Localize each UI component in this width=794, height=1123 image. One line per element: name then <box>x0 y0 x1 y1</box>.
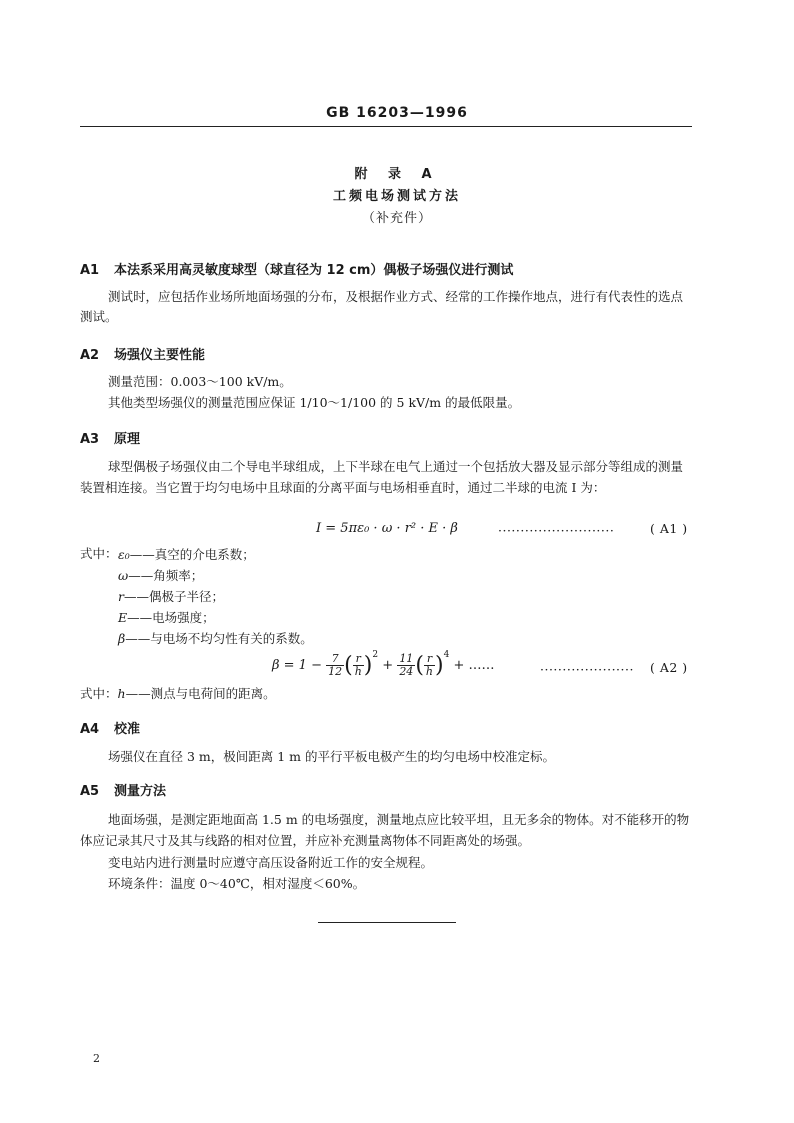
section-title: 测量方法 <box>114 784 167 799</box>
fraction-r-h: $\frac{r}{h}$ <box>354 652 362 678</box>
formula-a1-number: ( A1 ) <box>650 521 688 536</box>
section-a5-paragraph-3: 环境条件：温度 0～40℃，相对湿度＜60%。 <box>108 876 366 891</box>
formula-a2: β = 1 − $\frac{7}{12}$ ( $\frac{r}{h}$ )$^2$ + $\frac{11}{24}$ ( $\frac{r}{h}$ )$^4$ + …… <box>272 650 495 678</box>
section-title: 校准 <box>114 722 141 737</box>
header-divider <box>80 126 692 127</box>
end-divider <box>318 922 456 923</box>
definition-r: r——偶极子半径； <box>118 589 224 604</box>
formula-a2-number: ( A2 ) <box>650 660 688 675</box>
definition-epsilon: ε₀——真空的介电系数； <box>118 547 255 562</box>
definition-e: E——电场强度； <box>118 610 215 625</box>
section-a2-line-1: 测量范围：0.003～100 kV/m。 <box>108 374 292 389</box>
definition-omega: ω——角频率； <box>118 568 204 583</box>
section-a1-heading <box>80 259 513 278</box>
appendix-note: （补充件） <box>361 211 432 226</box>
section-a2-line-2: 其他类型场强仪的测量范围应保证 1/10～1/100 的 5 kV/m 的最低限量。 <box>108 395 521 410</box>
section-title: 本法系采用高灵敏度球型（球直径为 12 cm）偶极子场强仪进行测试 <box>114 263 514 278</box>
section-number: A4 <box>80 722 100 737</box>
symbol-definitions <box>118 544 313 649</box>
section-a1-paragraph: 测试时，应包括作业场所地面场强的分布，及根据作业方式、经常的工作操作地点，进行有代表性的选点测试。 <box>80 289 684 324</box>
section-a5-paragraph-1: 地面场强，是测定距地面高 1.5 m 的电场强度，测量地点应比较平坦，且无多余的物体。对不能移开的物体应记录其尺寸及其与线路的相对位置，并应补充测量离物体不同距离处的场强。 <box>80 812 690 848</box>
section-title: 场强仪主要性能 <box>114 348 206 363</box>
section-number: A2 <box>80 348 100 363</box>
section-number: A5 <box>80 784 100 799</box>
section-number: A1 <box>80 263 100 278</box>
where-label: 式中： <box>80 546 118 561</box>
formula-a1: I = 5πε₀ · ω · r² · E · β <box>316 521 458 536</box>
section-number: A3 <box>80 432 100 447</box>
fraction-11-24: $\frac{11}{24}$ <box>399 652 414 678</box>
formula-a1-leader-dots: ·························· <box>498 523 615 538</box>
fraction-7-12: $\frac{7}{12}$ <box>328 652 343 678</box>
appendix-title: 附 录 A <box>354 167 440 182</box>
page-number: 2 <box>93 1052 100 1065</box>
formula-a2-leader-dots: ····················· <box>540 662 634 677</box>
section-a5-paragraph-2: 变电站内进行测量时应遵守高压设备附近工作的安全规程。 <box>108 855 434 870</box>
section-a2-heading <box>80 344 205 363</box>
appendix-subtitle: 工频电场测试方法 <box>332 189 461 204</box>
section-a3-heading <box>80 428 140 447</box>
where2-line: 式中：h——测点与电荷间的距离。 <box>80 686 276 701</box>
fraction-r-h-2: $\frac{r}{h}$ <box>425 652 433 678</box>
section-a4-heading <box>80 718 140 737</box>
standard-code-header: GB 16203—1996 <box>326 105 468 121</box>
section-a3-paragraph: 球型偶极子场强仪由二个导电半球组成，上下半球在电气上通过一个包括放大器及显示部分等组成的测量装置相连接。当它置于均匀电场中且球面的分离平面与电场相垂直时，通过二半球的电流 I 为： <box>80 459 684 495</box>
section-a4-paragraph: 场强仪在直径 3 m，极间距离 1 m 的平行平板电极产生的均匀电场中校准定标。 <box>108 749 555 764</box>
section-title: 原理 <box>114 432 141 447</box>
section-a5-heading <box>80 780 166 799</box>
definition-beta: β——与电场不均匀性有关的系数。 <box>118 631 313 646</box>
